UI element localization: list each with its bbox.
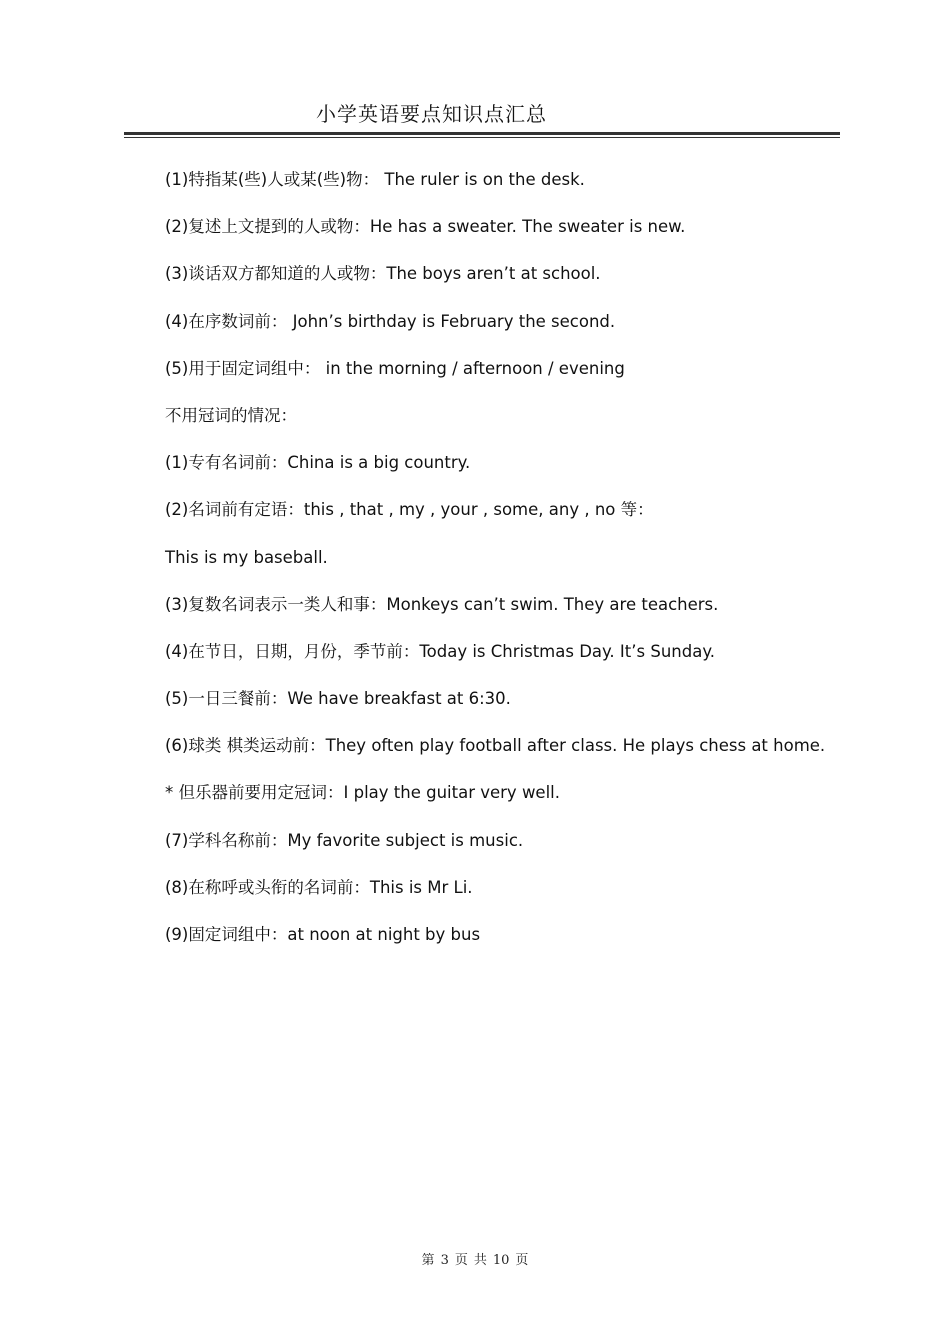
body-line: This is my baseball.	[165, 547, 328, 567]
body-line: (4)在节日，日期，月份，季节前：Today is Christmas Day. It’s Sunday.	[165, 641, 715, 661]
page-header	[124, 96, 840, 142]
body-line: (9)固定词组中：at noon at night by bus	[165, 925, 481, 944]
section-heading: 不用冠词的情况：	[165, 405, 297, 425]
body-line: (2)名词前有定语：this , that , my , your , some, any , no 等：	[165, 500, 654, 520]
body-line: (5)用于固定词组中： in the morning / afternoon / evening	[165, 358, 625, 378]
body-line: (7)学科名称前：My favorite subject is music.	[165, 830, 524, 850]
footer-current-page: 3	[440, 1253, 449, 1268]
body-line: (4)在序数词前： John’s birthday is February the second.	[165, 311, 616, 331]
footer-total-word: 共	[473, 1253, 487, 1268]
body-line: (2)复述上文提到的人或物：He has a sweater. The sweater is new.	[165, 217, 686, 237]
body-line: (1)专有名词前：China is a big country.	[165, 453, 471, 473]
footer-page-word: 页	[454, 1253, 468, 1268]
body-line: (1)特指某(些)人或某(些)物： The ruler is on the desk.	[165, 170, 585, 189]
footer-prefix: 第	[421, 1253, 435, 1268]
body-line: (3)谈话双方都知道的人或物：The boys aren’t at school.	[165, 264, 601, 284]
document-title: 小学英语要点知识点汇总	[316, 102, 547, 126]
body-line: * 但乐器前要用定冠词：I play the guitar very well.	[165, 783, 561, 803]
body-line: (8)在称呼或头衔的名词前：This is Mr Li.	[165, 877, 473, 897]
body-line: (3)复数名词表示一类人和事：Monkeys can’t swim. They are teachers.	[165, 594, 719, 614]
footer-total-pages: 10	[492, 1253, 510, 1268]
header-rule-thick	[124, 132, 840, 135]
document-body	[165, 168, 845, 970]
page-footer	[0, 1249, 950, 1268]
header-rule-thin	[124, 137, 840, 138]
body-line: (5)一日三餐前：We have breakfast at 6:30.	[165, 689, 511, 709]
footer-suffix: 页	[515, 1253, 529, 1268]
body-line: (6)球类 棋类运动前：They often play football after class. He plays chess at home.	[165, 736, 826, 756]
